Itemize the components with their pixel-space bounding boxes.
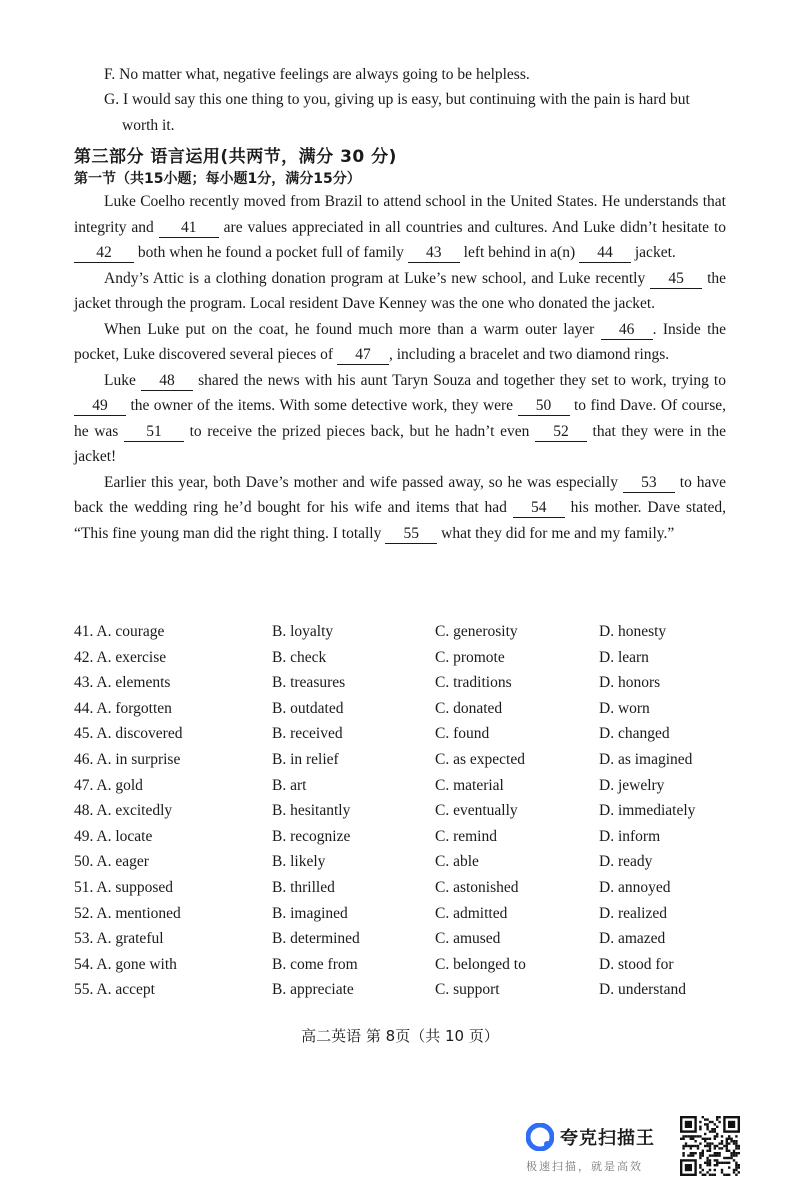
passage-text: to receive the prized pieces back, but he hadn’t even <box>189 422 530 440</box>
blank-52: 52 <box>535 423 587 442</box>
option-choice: C. eventually <box>435 802 518 820</box>
brand-slogan: 极速扫描，就是高效 <box>526 1160 643 1173</box>
blank-47: 47 <box>337 346 389 365</box>
option-choice: D. ready <box>599 853 653 871</box>
option-choice: 45. A. discovered <box>74 725 183 743</box>
option-choice: C. admitted <box>435 904 508 922</box>
option-choice: 47. A. gold <box>74 776 143 794</box>
passage-paragraph-5 <box>74 470 726 547</box>
option-row <box>74 645 734 671</box>
option-choice: B. check <box>272 648 327 666</box>
option-choice: B. appreciate <box>272 981 354 999</box>
passage-text: are values appreciated in all countries and cultures. And Luke didn’t hesitate to <box>223 218 727 236</box>
option-choice: B. hesitantly <box>272 802 351 820</box>
option-choice: B. art <box>272 776 307 794</box>
blank-50: 50 <box>518 397 570 416</box>
option-choice: D. learn <box>599 648 649 666</box>
option-choice: B. recognize <box>272 827 351 845</box>
qr-code-icon <box>680 1116 740 1176</box>
option-choice: 42. A. exercise <box>74 648 167 666</box>
passage-text: the jacket through the program. Local resident Dave Kenney was the one who donated the jacket. <box>74 269 727 312</box>
passage-text: Andy’s Attic is a clothing donation program at Luke’s new school, and Luke recently <box>104 269 646 287</box>
passage-text: Luke Coelho recently moved from Brazil to attend school in the United States. He understands that integrity and <box>74 193 726 236</box>
blank-45: 45 <box>650 270 702 289</box>
option-choice: C. material <box>435 776 504 794</box>
passage-text: to find Dave. Of course, he was <box>74 397 726 440</box>
option-choice: 53. A. grateful <box>74 930 164 948</box>
option-choice: 46. A. in surprise <box>74 750 181 768</box>
passage-text: both when he found a pocket full of family <box>137 244 404 261</box>
option-row <box>74 952 734 978</box>
passage-text: what they did for me and my family.” <box>441 524 675 542</box>
option-row <box>74 721 734 747</box>
option-choice: B. in relief <box>272 750 339 768</box>
option-choice: C. generosity <box>435 623 518 640</box>
option-choice: C. belonged to <box>435 955 526 973</box>
passage-text: , including a bracelet and two diamond rings. <box>388 346 670 363</box>
passage-paragraph-2 <box>74 266 726 317</box>
option-choice: D. understand <box>599 981 686 999</box>
quark-logo-icon <box>526 1123 554 1151</box>
option-choice: D. worn <box>599 699 650 717</box>
blank-55: 55 <box>385 525 437 544</box>
passage-text: Luke <box>104 371 136 389</box>
option-choice: 49. A. locate <box>74 827 153 845</box>
blank-51: 51 <box>124 423 184 442</box>
option-choice: 41. A. courage <box>74 623 165 640</box>
passage-paragraph-1 <box>74 189 726 266</box>
option-row <box>74 619 734 645</box>
option-row <box>74 875 734 901</box>
option-choice: D. honors <box>599 674 661 692</box>
option-row <box>74 798 734 824</box>
blank-44: 44 <box>579 244 631 263</box>
passage-text: shared the news with his aunt Taryn Souza and together they set to work, trying to <box>198 371 726 389</box>
option-choice: D. inform <box>599 827 661 845</box>
blank-48: 48 <box>141 372 193 391</box>
blank-43: 43 <box>408 244 460 263</box>
passage-text: When Luke put on the coat, he found much more than a warm outer layer <box>104 320 595 338</box>
option-choice: B. determined <box>272 930 360 948</box>
passage-paragraph-3 <box>74 317 726 368</box>
option-f-text: F. No matter what, negative feelings are always going to be helpless. <box>104 66 530 83</box>
option-choice: 51. A. supposed <box>74 878 174 896</box>
option-choice: C. astonished <box>435 878 519 896</box>
option-choice: 48. A. excitedly <box>74 802 173 820</box>
passage-text: that they were in the jacket! <box>74 422 726 465</box>
blank-53: 53 <box>623 474 675 493</box>
option-choice: D. realized <box>599 904 667 922</box>
option-choice: 55. A. accept <box>74 981 155 999</box>
option-choice: B. likely <box>272 853 326 871</box>
passage-text: his mother. Dave stated, “This fine young man did the right thing. I totally <box>74 499 726 542</box>
option-choice: 54. A. gone with <box>74 955 177 973</box>
passage-text: the owner of the items. With some detective work, they were <box>130 397 514 414</box>
option-choice: B. treasures <box>272 674 346 692</box>
blank-54: 54 <box>513 499 565 518</box>
option-choice: B. thrilled <box>272 878 335 896</box>
option-g-text-line1: G. I would say this one thing to you, giving up is easy, but continuing with the pain is hard but <box>104 91 690 108</box>
option-choice: B. outdated <box>272 699 344 717</box>
option-row <box>74 926 734 952</box>
option-choice: D. changed <box>599 725 670 743</box>
subsection-title: 第一节（共15小题；每小题1分，满分15分） <box>74 171 361 187</box>
option-choice: D. amazed <box>599 930 666 948</box>
scanner-watermark <box>526 1120 676 1180</box>
option-row <box>74 849 734 875</box>
passage-text: . Inside the pocket, Luke discovered several pieces of <box>74 320 727 363</box>
option-choice: D. immediately <box>599 802 696 820</box>
blank-41: 41 <box>159 219 219 238</box>
section-title: 第三部分 语言运用(共两节，满分 30 分) <box>74 147 397 167</box>
option-choice: D. honesty <box>599 623 667 640</box>
option-choice: B. come from <box>272 955 358 973</box>
passage-text: left behind in a(n) <box>463 244 576 261</box>
passage <box>74 189 726 546</box>
option-row <box>74 901 734 927</box>
option-choice: 43. A. elements <box>74 674 171 692</box>
passage-text: to have back the wedding ring he’d bought for his wife and items that had <box>74 473 726 516</box>
option-row <box>74 824 734 850</box>
option-choice: B. received <box>272 725 343 743</box>
option-g-text-line2: worth it. <box>122 117 175 134</box>
option-row <box>74 773 734 799</box>
passage-text: Earlier this year, both Dave’s mother and wife passed away, so he was especially <box>104 473 618 491</box>
blank-46: 46 <box>601 321 653 340</box>
option-row <box>74 670 734 696</box>
option-choice: 44. A. forgotten <box>74 699 172 717</box>
option-choice: 52. A. mentioned <box>74 904 181 922</box>
option-choice: D. as imagined <box>599 750 693 768</box>
passage-text: jacket. <box>634 244 676 261</box>
option-choice: C. support <box>435 981 500 999</box>
blank-42: 42 <box>74 244 134 263</box>
option-choice: C. able <box>435 853 479 871</box>
blank-49: 49 <box>74 397 126 416</box>
answer-options-table <box>74 619 734 1003</box>
option-choice: D. annoyed <box>599 878 671 896</box>
option-choice: D. jewelry <box>599 776 665 794</box>
option-row <box>74 696 734 722</box>
page-footer: 高二英语 第 8页（共 10 页） <box>301 1027 499 1045</box>
option-choice: 50. A. eager <box>74 853 149 871</box>
option-choice: C. remind <box>435 827 497 845</box>
option-choice: C. found <box>435 725 490 743</box>
option-choice: B. imagined <box>272 904 348 922</box>
option-row <box>74 747 734 773</box>
option-choice: C. traditions <box>435 674 512 692</box>
passage-paragraph-4 <box>74 368 726 470</box>
option-choice: C. promote <box>435 648 505 666</box>
option-choice: C. amused <box>435 930 501 948</box>
option-row <box>74 977 734 1003</box>
option-choice: B. loyalty <box>272 623 334 640</box>
option-choice: C. donated <box>435 699 503 717</box>
option-choice: D. stood for <box>599 955 674 973</box>
brand-name: 夸克扫描王 <box>560 1128 655 1149</box>
option-choice: C. as expected <box>435 750 525 768</box>
